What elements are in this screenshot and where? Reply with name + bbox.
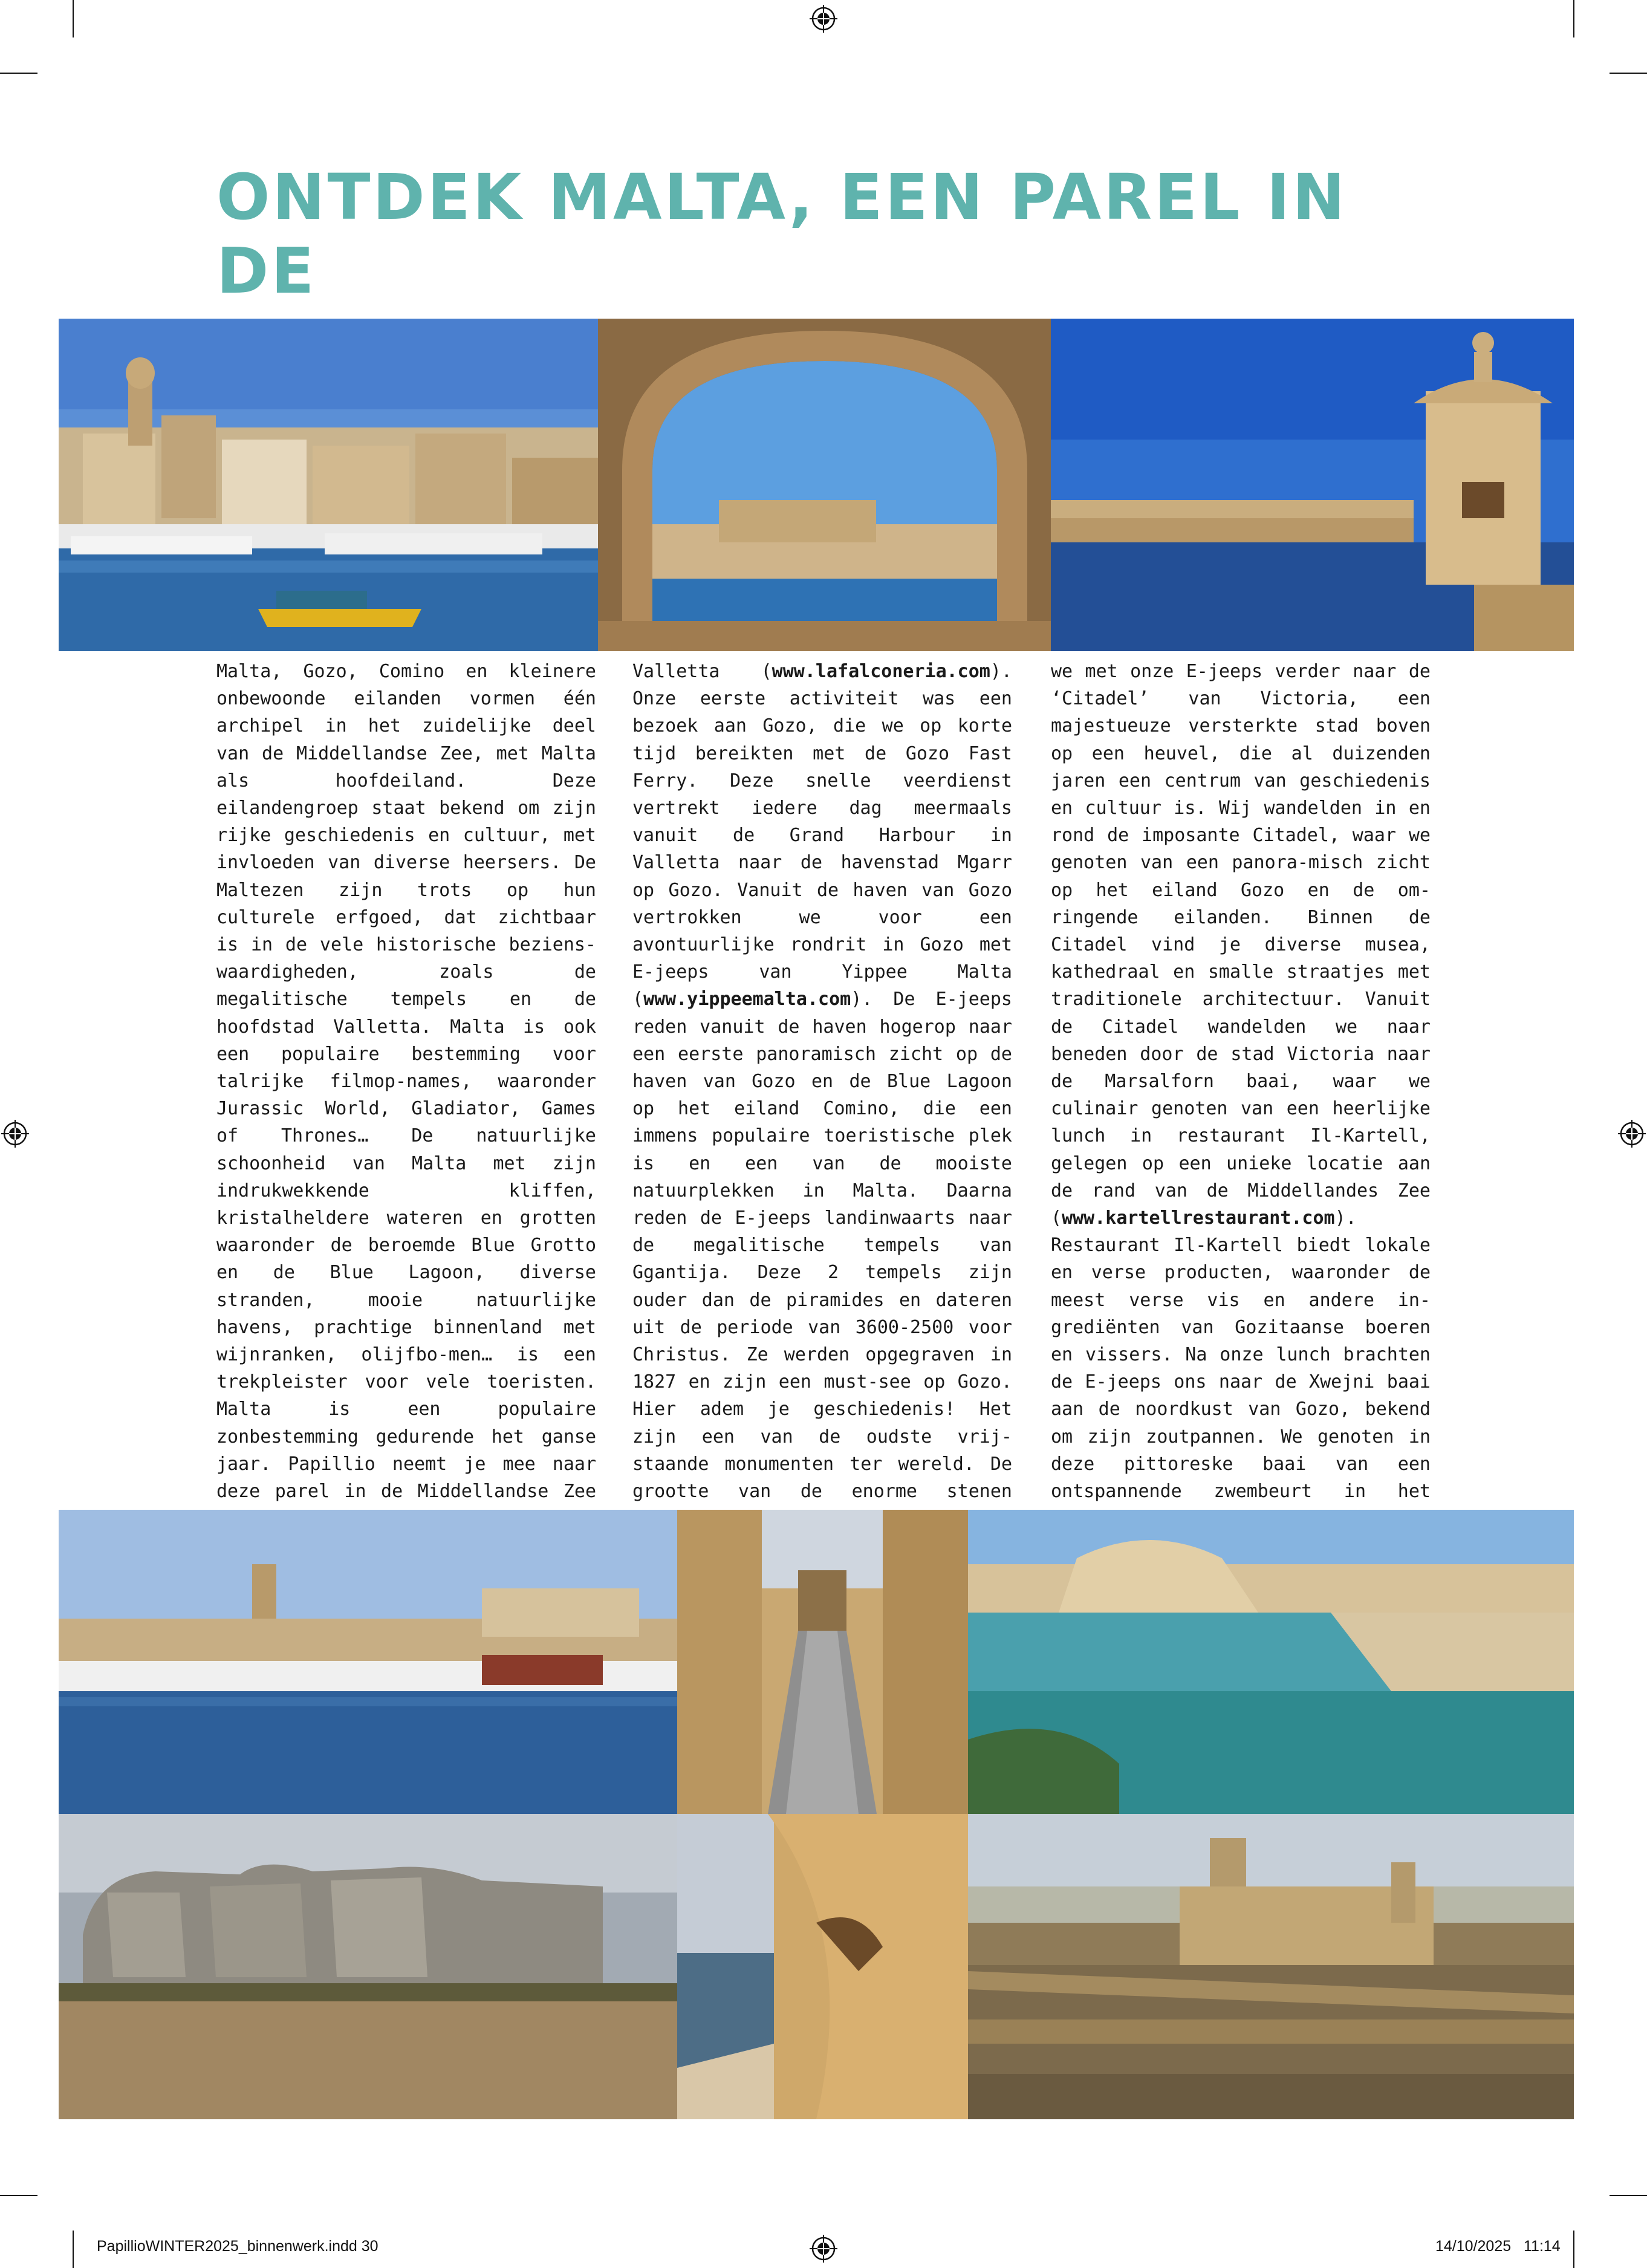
article-column-1 bbox=[216, 658, 596, 1503]
website-link[interactable]: www.yippeemalta.com bbox=[643, 989, 851, 1010]
photo-temple-walkway bbox=[677, 1510, 968, 1814]
registration-mark-icon bbox=[1618, 1120, 1646, 1148]
photo-harbour-boat bbox=[59, 319, 598, 651]
photo-arch-fort bbox=[598, 319, 1051, 651]
article-column-3 bbox=[1051, 658, 1431, 1503]
photo-valletta-watchtower bbox=[1051, 319, 1574, 651]
website-link[interactable]: www.lafalconeria.com bbox=[772, 661, 990, 682]
website-link[interactable]: www.kartellrestaurant.com bbox=[1062, 1207, 1335, 1229]
photo-gozo-harbour bbox=[59, 1510, 677, 1814]
photo-sandstone-cave bbox=[677, 1814, 968, 2119]
crop-mark-top-left-h bbox=[0, 73, 37, 74]
crop-mark-top-right bbox=[1573, 0, 1574, 37]
photo-megalithic-temple bbox=[59, 1814, 677, 2119]
footer-date: 14/10/2025 bbox=[1435, 2238, 1512, 2255]
registration-mark-icon bbox=[1, 1120, 29, 1148]
registration-mark-icon bbox=[1, 0, 29, 28]
photo-saltpan-bay bbox=[968, 1510, 1574, 1814]
crop-mark-top-left bbox=[73, 0, 74, 37]
crop-mark-top-right-h bbox=[1610, 73, 1647, 74]
crop-mark-bottom-right-h bbox=[1610, 2195, 1647, 2196]
title-line-1: ONTDEK MALTA, EEN PAREL IN DE bbox=[216, 160, 1348, 308]
article-column-2 bbox=[632, 658, 1012, 1503]
crop-mark-bottom-left-h bbox=[0, 2195, 37, 2196]
registration-mark-icon bbox=[810, 5, 837, 33]
photo-citadel-victoria bbox=[968, 1814, 1574, 2119]
footer-time: 11:14 bbox=[1524, 2238, 1561, 2255]
crop-mark-bottom-right bbox=[1573, 2231, 1574, 2268]
column-2-paragraph: Valletta (www.lafalconeria.com). Onze eerste activiteit was een bezoek aan Gozo, die we op korte tijd bereikten met de Gozo Fast Ferry. Deze snelle veerdienst vertrekt iedere dag meermaals vanuit de Grand Harbour in Valletta naar de havenstad Mgarr op Gozo. Vanuit de haven van Gozo vertrokken we voor een avontuurlijke rondrit in Gozo met E-jeeps van Yippee Malta (www.yippeemalta.com). De E-jeeps reden vanuit de haven hogerop naar een eerste panoramisch zicht op de haven van Gozo en de Blue Lagoon op het eiland Comino, die een immens populaire toeristische plek is en een van de mooiste natuurplekken in Malta. Daarna reden de E-jeeps landinwaarts naar de megalitische tempels van Ggantija. Deze 2 tempels zijn ouder dan de piramides en dateren uit de periode van 3600-2500 voor Christus. Ze werden opgegraven in 1827 en zijn een must-see op Gozo. Hier adem je geschiedenis! Het zijn een van de oudste vrij-staande monumenten ter wereld. De grootte van de enorme stenen bbox=[632, 661, 1012, 1503]
column-3-paragraph: we met onze E-jeeps verder naar de ‘Citadel’ van Victoria, een majestueuze versterkte stad boven op een heuvel, die al duizenden jaren een centrum van geschiedenis en cultuur is. Wij wandelden in en rond de imposante Citadel, waar we genoten van een panora-misch zicht op het eiland Gozo en de om-ringende eilanden. Binnen de Citadel vind je diverse musea, kathedraal en smalle straatjes met traditionele architectuur. Vanuit de Citadel wandelden we naar beneden door de stad Victoria naar de Marsalforn baai, waar we culinair genoten van een heerlijke lunch in restaurant Il-Kartell, gelegen op een unieke locatie aan de rand van de Middellandes Zee (www.kartellrestaurant.com). Restaurant Il-Kartell biedt lokale en verse producten, waaronder de meest verse vis en andere in-grediënten van Gozitaanse boeren en vissers. Na onze lunch brachten de E-jeeps ons naar de Xwejni baai aan de noordkust van Gozo, bekend om zijn zoutpannen. We genoten in deze pittoreske baai van een ontspannende zwembeurt in het bbox=[1051, 658, 1431, 1778]
footer-file-info: PapillioWINTER2025_binnenwerk.indd 30 bbox=[97, 2238, 378, 2255]
crop-mark-bottom-left bbox=[73, 2231, 74, 2268]
registration-mark-icon bbox=[810, 2235, 837, 2263]
intro-paragraph: Malta, Gozo, Comino en kleinere onbewoonde eilanden vormen één archipel in het zuidelijke deel van de Middellandse Zee, met Malta als hoofdeiland. Deze eilandengroep staat bekend om zijn rijke geschiedenis en cultuur, met invloeden van diverse heersers. De Maltezen zijn trots op hun culturele erfgoed, dat zichtbaar is in de vele historische beziens-waardigheden, zoals de megalitische tempels en de hoofdstad Valletta. Malta is ook een populaire bestemming voor talrijke filmop-names, waaronder Jurassic World, Gladiator, Games of Thrones… De natuurlijke schoonheid van Malta met zijn indrukwekkende kliffen, kristalheldere wateren en grotten waaronder de beroemde Blue Grotto en de Blue Lagoon, diverse stranden, mooie natuurlijke havens, prachtige binnenland met wijnranken, olijfbo-men… is een trekpleister voor vele toeristen. Malta is een populaire zonbestemming gedurende het ganse jaar. Papillio neemt je mee naar deze parel in de Middellandse Zee bbox=[216, 661, 596, 1503]
